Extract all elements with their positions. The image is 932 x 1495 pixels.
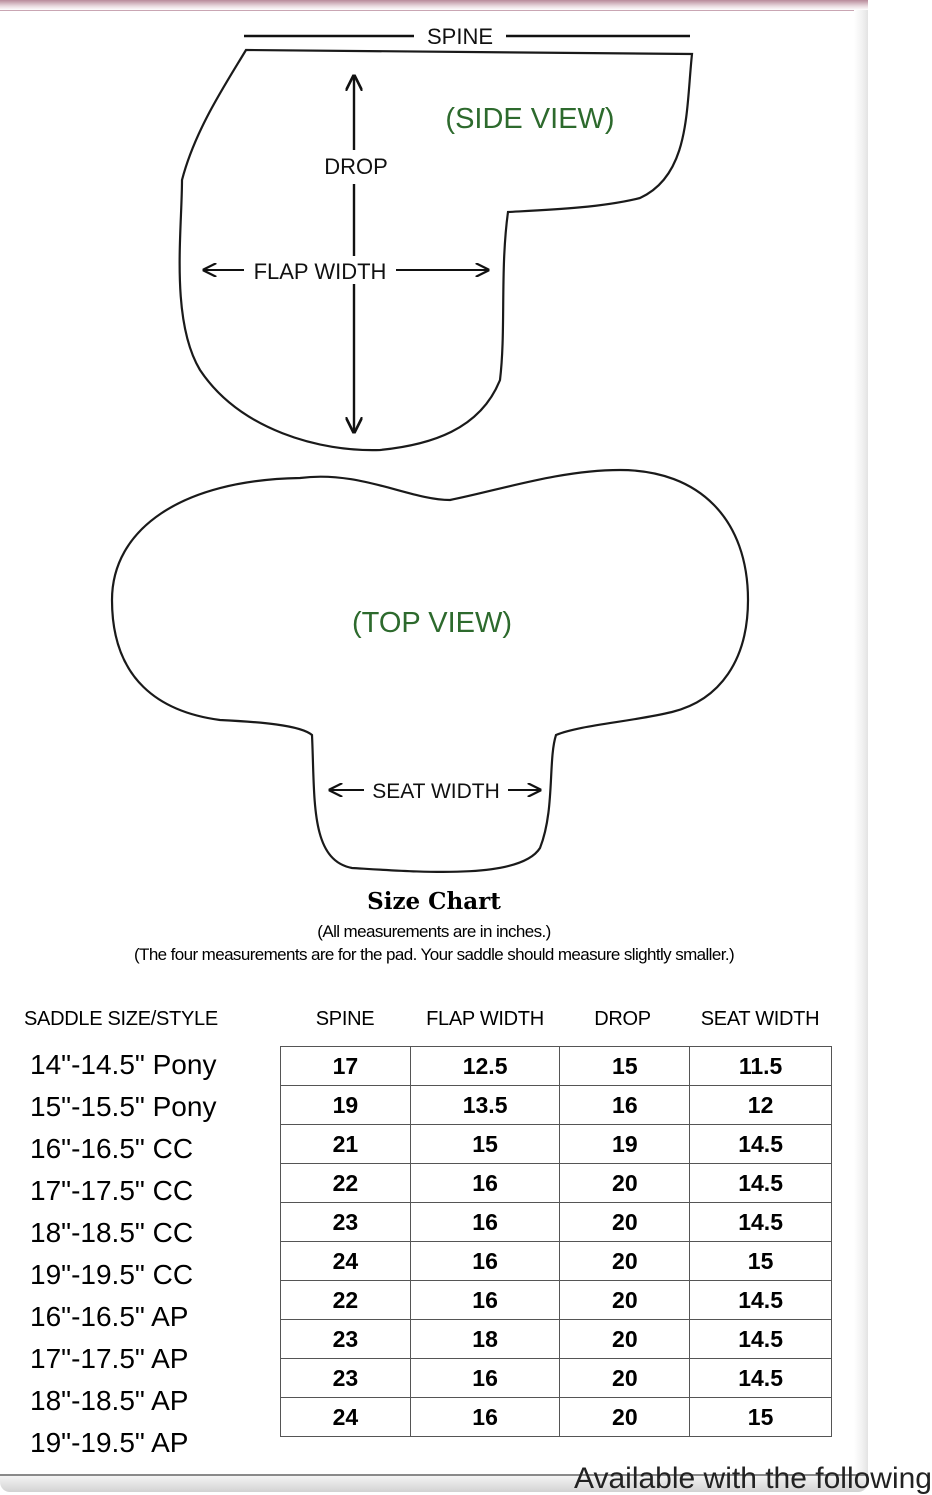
saddle-size-label: 19"-19.5" CC <box>30 1259 194 1290</box>
flap-width-cell: 16 <box>410 1242 560 1281</box>
table-row <box>281 1164 832 1203</box>
flap-width-cell: 16 <box>410 1359 560 1398</box>
spine-cell: 24 <box>281 1398 411 1437</box>
flap-width-cell: 12.5 <box>410 1047 560 1086</box>
saddle-size-label: 15"-15.5" Pony <box>30 1091 217 1122</box>
drop-label: DROP <box>324 154 388 179</box>
spine-cell: 21 <box>281 1125 411 1164</box>
units-note: (All measurements are in inches.) <box>317 922 551 941</box>
seat-width-cell: 11.5 <box>690 1047 832 1086</box>
flap-width-cell: 16 <box>410 1203 560 1242</box>
top-view-outline <box>112 470 748 872</box>
table-row <box>281 1359 832 1398</box>
spine-cell: 17 <box>281 1047 411 1086</box>
drop-cell: 20 <box>560 1398 690 1437</box>
table-row <box>281 1242 832 1281</box>
seat-width-cell: 12 <box>690 1086 832 1125</box>
size-chart-title: Size Chart <box>367 888 501 915</box>
seat-width-cell: 15 <box>690 1398 832 1437</box>
table-row <box>281 1281 832 1320</box>
flap-width-cell: 16 <box>410 1398 560 1437</box>
drop-cell: 19 <box>560 1125 690 1164</box>
side-view-outline <box>180 50 692 450</box>
saddle-size-label: 18"-18.5" CC <box>30 1217 194 1248</box>
drop-cell: 20 <box>560 1320 690 1359</box>
spine-cell: 23 <box>281 1203 411 1242</box>
seat-width-label: SEAT WIDTH <box>372 780 500 803</box>
size-chart-table <box>280 1046 832 1437</box>
drop-cell: 20 <box>560 1164 690 1203</box>
spine-label: SPINE <box>426 24 494 49</box>
column-header-spine: SPINE <box>315 1008 375 1030</box>
drop-cell: 16 <box>560 1086 690 1125</box>
table-row <box>281 1398 832 1437</box>
saddle-size-label: 14"-14.5" Pony <box>30 1049 217 1080</box>
saddle-size-list <box>30 1044 280 1464</box>
spine-cell: 24 <box>281 1242 411 1281</box>
spine-cell: 23 <box>281 1320 411 1359</box>
drop-cell: 20 <box>560 1242 690 1281</box>
flap-width-cell: 16 <box>410 1164 560 1203</box>
table-row <box>281 1203 832 1242</box>
spine-cell: 19 <box>281 1086 411 1125</box>
table-row <box>281 1086 832 1125</box>
saddle-size-label: 16"-16.5" AP <box>30 1301 189 1332</box>
seat-width-cell: 14.5 <box>690 1203 832 1242</box>
seat-width-cell: 14.5 <box>690 1164 832 1203</box>
seat-width-cell: 15 <box>690 1242 832 1281</box>
drop-cell: 20 <box>560 1281 690 1320</box>
saddle-size-label: 18"-18.5" AP <box>30 1385 189 1416</box>
pad-note: (The four measurements are for the pad. Your saddle should measure slightly smaller.) <box>133 945 735 964</box>
table-row <box>281 1125 832 1164</box>
seat-width-cell: 14.5 <box>690 1281 832 1320</box>
partial-footer-text-label: Available with the following <box>574 1462 932 1495</box>
spine-cell: 22 <box>281 1281 411 1320</box>
drop-cell: 20 <box>560 1203 690 1242</box>
table-row <box>281 1047 832 1086</box>
saddle-size-label: 17"-17.5" CC <box>30 1175 194 1206</box>
drop-cell: 15 <box>560 1047 690 1086</box>
column-header-flap-width: FLAP WIDTH <box>426 1008 544 1030</box>
flap-width-cell: 16 <box>410 1281 560 1320</box>
flap-width-cell: 18 <box>410 1320 560 1359</box>
table-row <box>281 1320 832 1359</box>
seat-width-cell: 14.5 <box>690 1125 832 1164</box>
saddle-size-label: 16"-16.5" CC <box>30 1133 194 1164</box>
column-header-drop: DROP <box>594 1008 651 1030</box>
column-header-saddle-size: SADDLE SIZE/STYLE <box>24 1008 218 1030</box>
spine-cell: 22 <box>281 1164 411 1203</box>
flap-width-cell: 13.5 <box>410 1086 560 1125</box>
saddle-size-label: 19"-19.5" AP <box>30 1427 189 1458</box>
spine-cell: 23 <box>281 1359 411 1398</box>
seat-width-cell: 14.5 <box>690 1359 832 1398</box>
top-view-label: (TOP VIEW) <box>351 607 513 639</box>
partial-footer-text <box>574 1462 932 1495</box>
saddle-size-label: 17"-17.5" AP <box>30 1343 189 1374</box>
column-header-seat-width: SEAT WIDTH <box>700 1008 820 1030</box>
seat-width-cell: 14.5 <box>690 1320 832 1359</box>
drop-cell: 20 <box>560 1359 690 1398</box>
side-view-label: (SIDE VIEW) <box>445 103 615 135</box>
flap-width-cell: 15 <box>410 1125 560 1164</box>
flap-width-label: FLAP WIDTH <box>253 259 387 284</box>
